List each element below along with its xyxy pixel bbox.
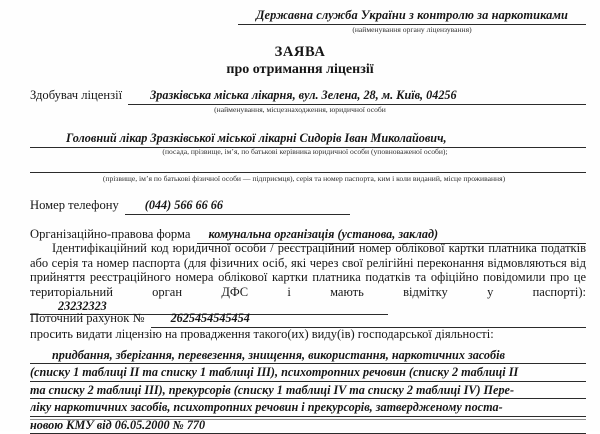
licensing-authority-caption: (найменування органу ліцензування) <box>352 25 472 34</box>
activity-line[interactable]: придбання, зберігання, перевезення, знищення, використання, наркотичних засобів <box>30 347 586 364</box>
page-subtitle: про отримання ліцензії <box>226 62 374 77</box>
activity-line[interactable]: та списку 2 таблиці III), прекурсорів (списку 1 таблиці IV та списку 2 таблиці IV) Пере- <box>30 382 586 399</box>
person-caption: (прізвище, ім’я по батькові фізичної особи — підприємця), серія та номер паспорта, ким і коли виданий, місце проживання) <box>102 174 506 183</box>
page-title: ЗАЯВА <box>274 44 326 60</box>
phone-label: Номер телефону <box>30 198 119 212</box>
phone-row <box>30 198 350 215</box>
legal-form-label: Організаційно-правова форма <box>30 227 191 241</box>
licensing-authority-field[interactable]: Державна служба України з контролю за наркотиками <box>238 8 586 25</box>
identification-paragraph <box>30 241 586 315</box>
director-caption: (посада, прізвище, ім’я, по батькові керівника юридичної особи (уповноваженої особи); <box>162 147 448 156</box>
person-input[interactable] <box>30 172 586 173</box>
applicant-caption: (найменування, місцезнаходження, юридичної особи <box>214 105 386 114</box>
applicant-input[interactable]: Зразківська міська лікарня, вул. Зелена, 28, м. Київ, 04256 <box>128 88 586 105</box>
identification-paragraph-text: Ідентифікаційний код юридичної особи / реєстраційний номер облікової картки платника податків або серія та номер паспорта (для фізичних осіб, які через свої релігійні переконання відмовляються від прийняття реєстраційного номера облікової картки платника податків та офіційно повідомили про це територіальний орган ДФС і мають відмітку у паспорті): <box>30 241 586 299</box>
bottom-divider <box>30 419 586 420</box>
activity-line[interactable]: (списку 1 таблиці II та списку 1 таблиці III), психотропних речовин (списку 2 таблиці II <box>30 364 586 381</box>
account-row <box>30 311 586 328</box>
account-label: Поточний рахунок № <box>30 311 145 325</box>
phone-input[interactable]: (044) 566 66 66 <box>125 198 350 215</box>
director-row <box>30 131 586 148</box>
director-input[interactable]: Головний лікар Зразківської міської лікарні Сидорів Іван Миколайович, <box>30 131 586 148</box>
legal-form-input[interactable]: комунальна організація (установа, заклад) <box>197 227 587 244</box>
activity-line[interactable]: новою КМУ від 06.05.2000 № 770 <box>30 417 586 434</box>
activity-line[interactable]: ліку наркотичних засобів, психотропних речовин і прекурсорів, затвердженому поста- <box>30 399 586 416</box>
applicant-label: Здобувач ліцензії <box>30 88 123 102</box>
applicant-row <box>30 88 586 105</box>
request-line: просить видати ліцензію на провадження такого(их) виду(ів) господарської діяльності: <box>30 327 494 341</box>
activity-block[interactable] <box>30 347 586 434</box>
account-input[interactable]: 2625454545454 <box>151 311 586 328</box>
identification-code-input[interactable]: 23232323 <box>30 299 388 315</box>
